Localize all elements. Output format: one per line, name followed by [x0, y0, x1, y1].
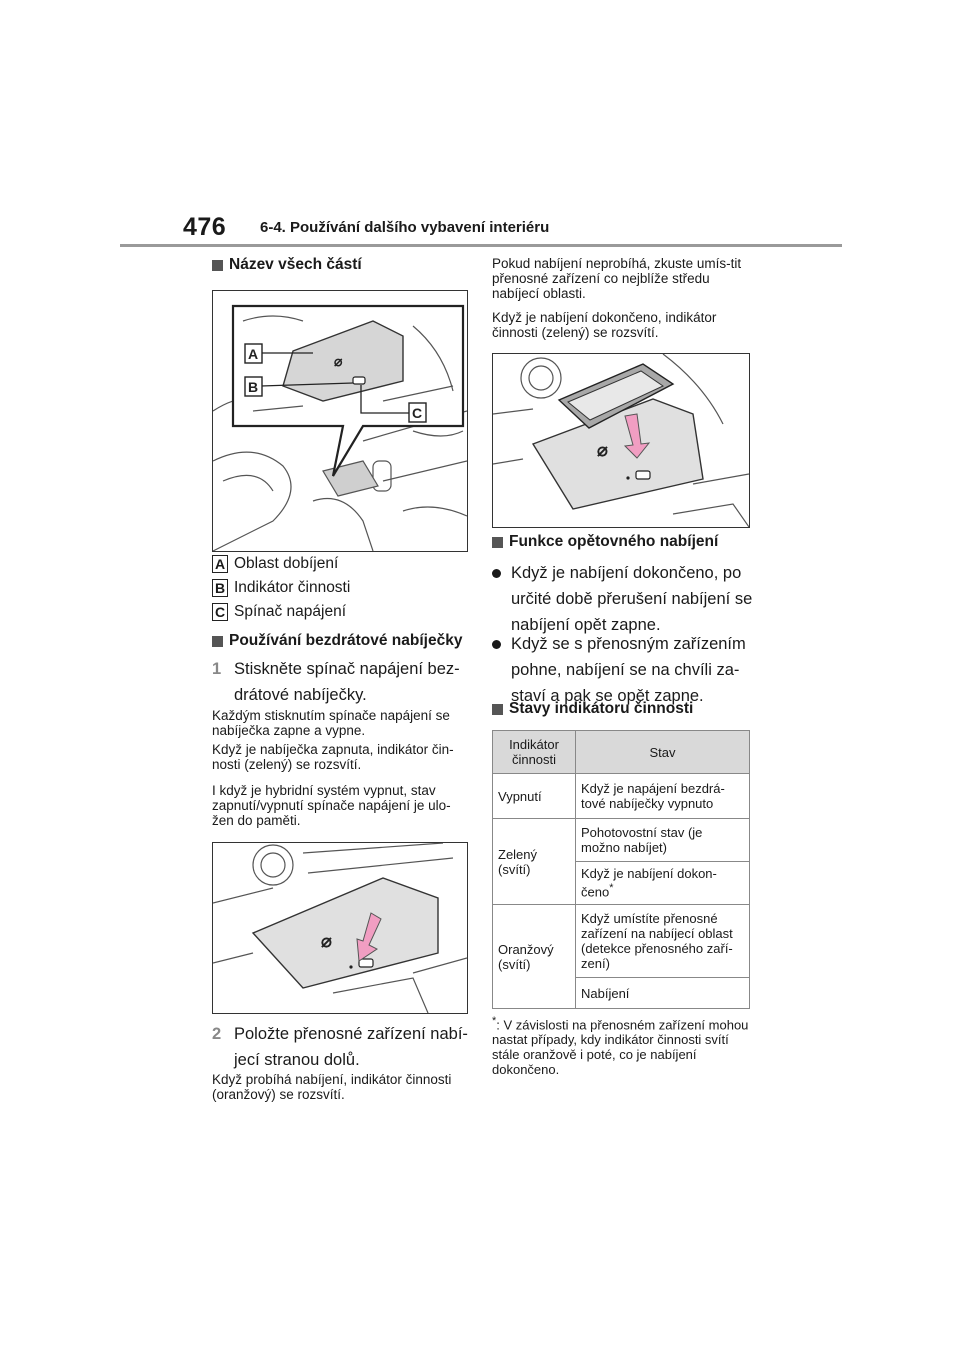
step-2-line2: jecí stranou dolů.: [234, 1051, 360, 1069]
heading-use: [212, 632, 462, 650]
intro-complete: Když je nabíjení dokončeno, indikátor činnosti (zelený) se rozsvítí.: [492, 310, 717, 340]
cell-state: Pohotovostní stav (je možno nabíjet): [576, 819, 750, 862]
step-2: [212, 1021, 472, 1073]
legend-a-letter: A: [212, 555, 228, 573]
press-switch-illustration: [213, 843, 467, 1013]
step-2-number: 2: [212, 1025, 222, 1043]
bullet-2-line3: staví a pak se opět zapne.: [511, 687, 704, 705]
svg-text:⌀: ⌀: [334, 353, 343, 369]
heading-parts-text: Název všech částí: [229, 256, 362, 273]
heading-marker-icon: [492, 537, 503, 548]
table-row: [493, 905, 750, 978]
legend-c: [212, 603, 346, 621]
cell-state: Když umístíte přenosné zařízení na nabíjecí oblast (detekce přenosného zaří-zení): [576, 905, 750, 978]
bullet-1-line3: nabíjení opět zapne.: [511, 616, 661, 634]
cell-indicator: Zelený (svítí): [493, 819, 576, 905]
legend-b: [212, 579, 350, 597]
callout-b: B: [248, 379, 259, 395]
bullet-1-line2: určité době přerušení nabíjení se: [511, 590, 753, 608]
bullet-2-line1: Když se s přenosným zařízením: [511, 635, 746, 653]
cell-indicator: Vypnutí: [493, 774, 576, 819]
step-1-line1: Stiskněte spínač napájení bez-: [234, 660, 460, 678]
footnote-text: : V závislosti na přenosném zařízení mohou nastat případy, kdy indikátor činnosti svítí stále oranžově i poté, co je nabíjení dokončeno.: [492, 1017, 749, 1078]
step-1-line2: drátové nabíječky.: [234, 686, 367, 704]
intro-placement: Pokud nabíjení neprobíhá, zkuste umís-tit přenosné zařízení co nejblíže středu nabíjecí oblasti.: [492, 256, 742, 301]
bullet-2-line2: pohne, nabíjení se na chvíli za-: [511, 661, 740, 679]
bullet-1-line1: Když je nabíjení dokončeno, po: [511, 564, 742, 582]
cell-state: [576, 862, 750, 905]
svg-text:⌀: ⌀: [321, 931, 332, 951]
callout-c: C: [412, 405, 423, 421]
indicator-states-table: [492, 730, 750, 1009]
section-title: 6-4. Používání dalšího vybavení interiéru: [260, 219, 550, 236]
note-indicator-green: Když je nabíječka zapnuta, indikátor čin-nosti (zelený) se rozsvítí.: [212, 742, 454, 772]
step-1-number: 1: [212, 660, 222, 678]
figure-parts: [212, 290, 468, 552]
legend-b-letter: B: [212, 579, 228, 597]
table-header-row: [493, 731, 750, 774]
legend-c-text: Spínač napájení: [234, 603, 347, 620]
heading-marker-icon: [492, 704, 503, 715]
step-2-line1: Položte přenosné zařízení nabí-: [234, 1025, 468, 1043]
cell-indicator: Oranžový (svítí): [493, 905, 576, 1009]
heading-recharge: [492, 533, 718, 551]
header-divider: [120, 244, 842, 247]
heading-marker-icon: [212, 260, 223, 271]
heading-states-text: Stavy indikátoru činnosti: [509, 700, 694, 717]
table-row: [493, 774, 750, 819]
figure-place-device: [492, 353, 750, 528]
bullet-dot-icon: [492, 640, 501, 649]
bullet-recharge-2: [492, 631, 762, 709]
cell-state: Nabíjení: [576, 978, 750, 1009]
legend-b-text: Indikátor činnosti: [234, 579, 351, 596]
heading-parts: [212, 256, 362, 274]
place-device-illustration: [493, 354, 749, 527]
bullet-dot-icon: [492, 569, 501, 578]
table-row: [493, 819, 750, 862]
legend-a-text: Oblast dobíjení: [234, 555, 339, 572]
table-header-indicator: Indikátor činnosti: [493, 731, 576, 774]
note-toggle: Každým stisknutím spínače napájení se nabíječka zapne a vypne.: [212, 708, 450, 738]
footnote: [492, 1014, 750, 1077]
note-charging: Když probíhá nabíjení, indikátor činnosti (oranžový) se rozsvítí.: [212, 1072, 452, 1102]
bullet-recharge-1: [492, 560, 762, 638]
legend-c-letter: C: [212, 603, 228, 621]
console-parts-illustration: [213, 291, 467, 551]
footnote-mark: *: [609, 882, 614, 895]
note-memory: I když je hybridní systém vypnut, stav zapnutí/vypnutí spínače napájení je ulo-žen do paměti.: [212, 783, 451, 828]
step-1: [212, 656, 472, 708]
figure-press-switch: [212, 842, 468, 1014]
heading-use-text: Používání bezdrátové nabíječky: [229, 632, 463, 649]
legend-a: [212, 555, 338, 573]
page-number: 476: [183, 213, 227, 241]
heading-states: [492, 700, 693, 718]
cell-state: Když je napájení bezdrá-tové nabíječky vypnuto: [576, 774, 750, 819]
table-header-state: Stav: [576, 731, 750, 774]
heading-marker-icon: [212, 636, 223, 647]
cell-state-text: Když je nabíjení dokon-čeno: [581, 866, 717, 900]
svg-text:⌀: ⌀: [597, 440, 608, 460]
footnote-star: *: [492, 1015, 497, 1027]
heading-recharge-text: Funkce opětovného nabíjení: [509, 533, 719, 550]
callout-a: A: [248, 346, 259, 362]
